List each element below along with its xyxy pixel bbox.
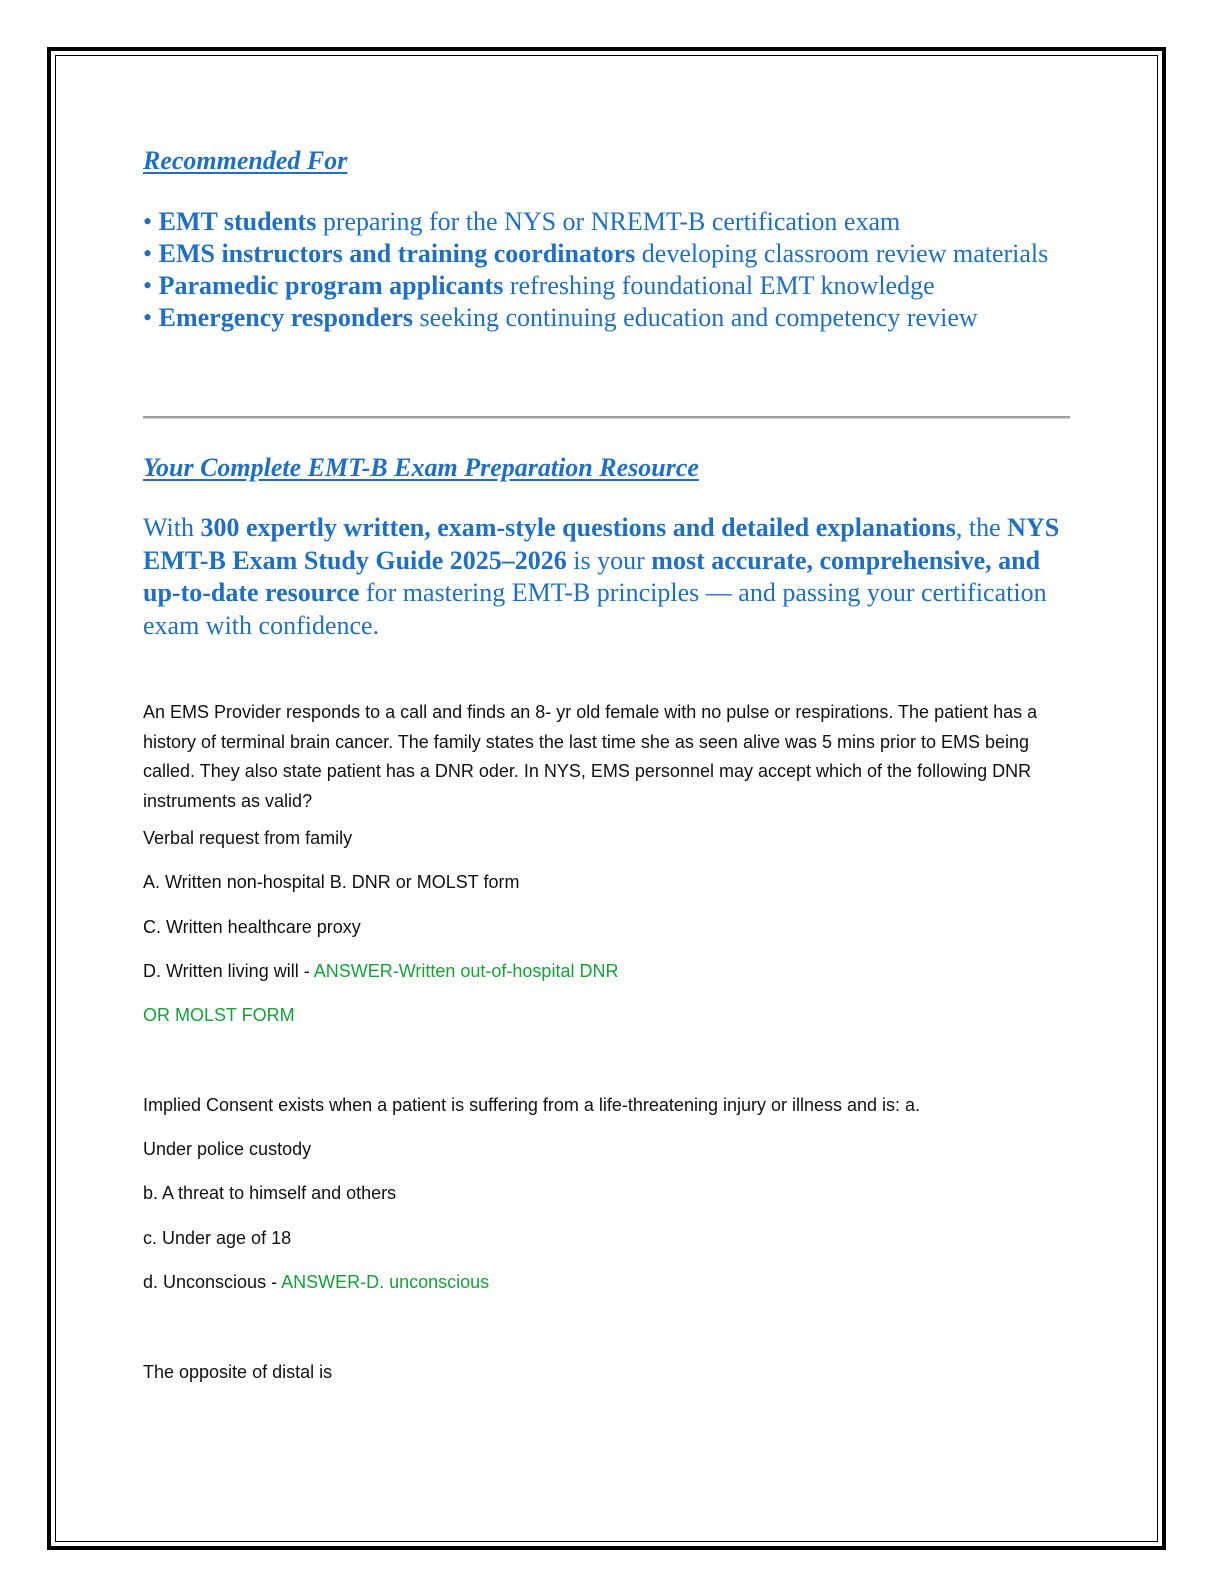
question-2-option: d. Unconscious - ANSWER-D. unconscious xyxy=(143,1272,490,1292)
question-3-stem: The opposite of distal is xyxy=(143,1362,333,1382)
question-1-line: Verbal request from family xyxy=(143,828,353,848)
question-1-option: A. Written non-hospital B. DNR or MOLST form xyxy=(143,872,520,892)
list-item: • Emergency responders seeking continuing education and competency review xyxy=(143,303,978,332)
question-1-option: D. Written living will - ANSWER-Written out-of-hospital DNR xyxy=(143,961,619,981)
question-1-stem: An EMS Provider responds to a call and finds an 8- yr old female with no pulse or respirations. The patient has a history of terminal brain cancer. The family states the last time she as seen alive was 5 mins prior to EMS being called. They also state patient has a DNR oder. In NYS, EMS personnel may accept which of the following DNR instruments as valid? xyxy=(143,702,1038,811)
list-item: • Paramedic program applicants refreshing foundational EMT knowledge xyxy=(143,271,935,300)
resource-heading: Your Complete EMT-B Exam Preparation Resource xyxy=(143,453,699,482)
list-item: • EMS instructors and training coordinators developing classroom review materials xyxy=(143,239,1049,268)
resource-paragraph: With 300 expertly written, exam-style questions and detailed explanations, the NYS EMT-B Exam Study Guide 2025–2026 is your most accurate, comprehensive, and up-to-date resource for mastering EMT-B principles — and passing your certification exam with confidence. xyxy=(143,513,1060,640)
section-divider xyxy=(143,416,1070,419)
question-2-option: c. Under age of 18 xyxy=(143,1228,292,1248)
question-2-option: Under police custody xyxy=(143,1139,312,1159)
question-2-stem: Implied Consent exists when a patient is suffering from a life-threatening injury or illness and is: a. xyxy=(143,1095,921,1115)
question-2-answer: ANSWER-D. unconscious xyxy=(281,1272,490,1292)
question-1-answer: ANSWER-Written out-of-hospital DNR xyxy=(313,961,619,981)
recommended-heading: Recommended For xyxy=(143,146,348,175)
question-1-answer-cont: OR MOLST FORM xyxy=(143,1005,295,1025)
list-item: • EMT students preparing for the NYS or NREMT-B certification exam xyxy=(143,207,901,236)
question-2-option: b. A threat to himself and others xyxy=(143,1183,397,1203)
recommended-list xyxy=(143,206,1053,334)
question-1-option: C. Written healthcare proxy xyxy=(143,917,361,937)
